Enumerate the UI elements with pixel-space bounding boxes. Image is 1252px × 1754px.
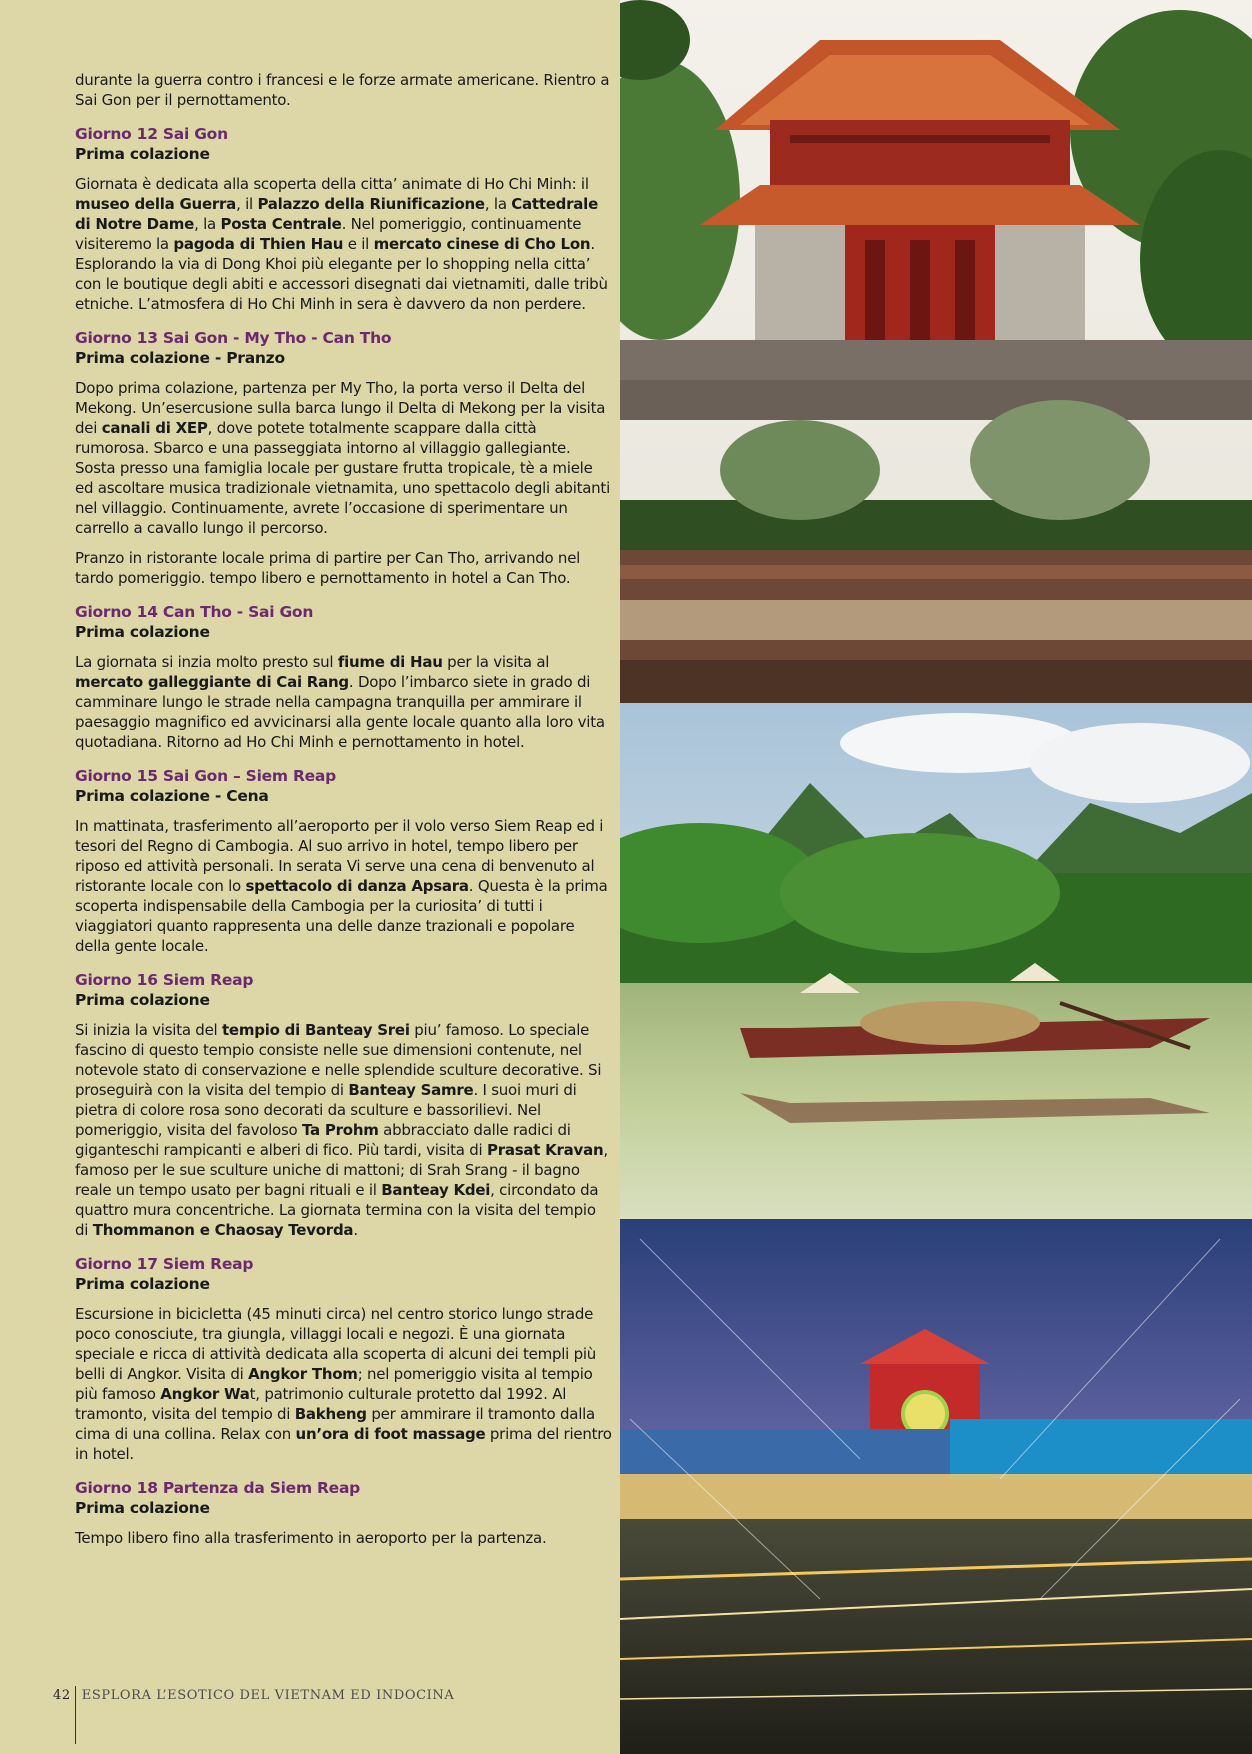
bold-term: spettacolo di danza Apsara bbox=[245, 877, 469, 895]
market-night-photo bbox=[620, 1219, 1252, 1754]
text-run: per ammirare il tramonto dalla cima di una collina. Relax con bbox=[75, 1405, 595, 1443]
day-meals: Prima colazione bbox=[75, 145, 210, 163]
text-run: Pranzo in ristorante locale prima di partire per Can Tho, arrivando nel tardo pomeriggio. tempo libero e pernottamento in hotel a Can Tho. bbox=[75, 549, 581, 587]
text-run: , circondato da quattro mura concentriche. La giornata termina con la visita del tempio di bbox=[75, 1181, 599, 1239]
day-title: Giorno 13 Sai Gon - My Tho - Can Tho bbox=[75, 329, 392, 347]
text-run: Tempo libero fino alla trasferimento in aeroporto per la partenza. bbox=[75, 1529, 547, 1547]
day-paragraph bbox=[75, 1020, 613, 1240]
bold-term: pagoda di Thien Hau bbox=[173, 235, 344, 253]
day-paragraph bbox=[75, 548, 613, 588]
bold-term: Banteay Kdei bbox=[381, 1181, 491, 1199]
day-paragraph bbox=[75, 378, 613, 538]
text-run: . bbox=[353, 1221, 358, 1239]
day-meals: Prima colazione bbox=[75, 991, 210, 1009]
page-number: 42 bbox=[53, 1688, 71, 1703]
text-run: . Esplorando la via di Dong Khoi più elegante per lo shopping nella citta’ con le boutique degli abiti e accessori disegnati dai vietnamiti, dalle tribù etniche. L’atmosfera di Ho Chi Minh in sera è davvero da non perdere. bbox=[75, 235, 608, 313]
bold-term: Ta Prohm bbox=[301, 1121, 379, 1139]
text-run: piu’ famoso. Lo speciale fascino di questo tempio consiste nelle sue dimensioni contenute, nel notevole stato di conservazione e nelle splendide sculture decorative. Si proseguirà con la visita del tempio di bbox=[75, 1021, 602, 1099]
text-run: , la bbox=[484, 195, 512, 213]
intro-text bbox=[75, 70, 613, 110]
itinerary-text-column bbox=[0, 0, 620, 1754]
text-run: , famoso per le sue sculture uniche di mattoni; di Srah Srang - il bagno reale un tempo usato per bagni rituali e il bbox=[75, 1141, 608, 1199]
text-run: , dove potete totalmente scappare dalla città rumorosa. Sbarco e una passeggiata intorno al villaggio gallegiante. Sosta presso una famiglia locale per gustare frutta tropicale, tè a miele ed ascoltare musica tradizionale vietnamita, uno spettacolo degli abitanti nel villaggio. Continuamente, avrete l’occasione di sperimentare un carrello a cavallo lungo il percorso. bbox=[75, 419, 610, 537]
bold-term: fiume di Hau bbox=[337, 653, 443, 671]
text-run: Giornata è dedicata alla scoperta della citta’ animate di Ho Chi Minh: il bbox=[75, 175, 589, 193]
text-run: Dopo prima colazione, partenza per My Tho, la porta verso il Delta del Mekong. Un’esercusione sulla barca lungo il Delta di Mekong per la visita dei bbox=[75, 379, 606, 437]
day-meals: Prima colazione bbox=[75, 623, 210, 641]
bold-term: Prasat Kravan bbox=[486, 1141, 604, 1159]
text-run: . Dopo l’imbarco siete in grado di camminare lungo le strade nella campagna tranquilla per ammirare il paesaggio magnifico ed avvicinarsi alla gente locale quanto alla loro vita quotadiana. Ritorno ad Ho Chi Minh e pernottamento in hotel. bbox=[75, 673, 605, 751]
day-paragraph bbox=[75, 652, 613, 752]
day-paragraph bbox=[75, 174, 613, 314]
day-meals: Prima colazione - Pranzo bbox=[75, 349, 285, 367]
text-run: . I suoi muri di pietra di colore rosa sono decorati da sculture e bassorilievi. Nel pomeriggio, visita del favoloso bbox=[75, 1081, 577, 1139]
day-list bbox=[75, 124, 613, 1548]
day-section bbox=[75, 124, 613, 314]
day-section bbox=[75, 328, 613, 588]
text-run: , il bbox=[236, 195, 258, 213]
text-run: In mattinata, trasferimento all’aeroporto per il volo verso Siem Reap ed i tesori del Regno di Cambogia. Al suo arrivo in hotel, tempo libero per riposo ed attività personali. In serata Vi serve una cena di benvenuto al ristorante locale con lo bbox=[75, 817, 604, 895]
bold-term: tempio di Banteay Srei bbox=[221, 1021, 410, 1039]
text-run: La giornata si inzia molto presto sul bbox=[75, 653, 338, 671]
bold-term: Cattedrale di Notre Dame bbox=[75, 195, 598, 233]
bold-term: un’ora di foot massage bbox=[295, 1425, 486, 1443]
bold-term: mercato cinese di Cho Lon bbox=[373, 235, 591, 253]
text-run: abbracciato dalle radici di giganteschi rampicanti e alberi di fico. Più tardi, visita di bbox=[75, 1121, 571, 1159]
text-run: e il bbox=[343, 235, 374, 253]
text-run: Si inizia la visita del bbox=[75, 1021, 222, 1039]
text-run: t, patrimonio culturale protetto dal 1992. Al tramonto, visita del tempio di bbox=[75, 1385, 567, 1423]
day-paragraph bbox=[75, 816, 613, 956]
day-title: Giorno 12 Sai Gon bbox=[75, 125, 228, 143]
bold-term: Banteay Samre bbox=[348, 1081, 474, 1099]
footer-divider bbox=[75, 1686, 76, 1744]
running-title: ESPLORA L’ESOTICO DEL VIETNAM ED INDOCINA bbox=[81, 1688, 455, 1703]
text-run: durante la guerra contro i francesi e le forze armate americane. Rientro a Sai Gon per il pernottamento. bbox=[75, 71, 610, 109]
day-meals: Prima colazione - Cena bbox=[75, 787, 269, 805]
bold-term: Angkor Wa bbox=[160, 1385, 250, 1403]
day-meals: Prima colazione bbox=[75, 1499, 210, 1517]
day-meals: Prima colazione bbox=[75, 1275, 210, 1293]
day-section bbox=[75, 970, 613, 1240]
day-title: Giorno 16 Siem Reap bbox=[75, 971, 254, 989]
intro-paragraph bbox=[75, 70, 613, 110]
bold-term: Thommanon e Chaosay Tevorda bbox=[92, 1221, 354, 1239]
bold-term: Angkor Thom bbox=[248, 1365, 358, 1383]
text-run: per la visita al bbox=[442, 653, 550, 671]
text-run: Escursione in bicicletta (45 minuti circa) nel centro storico lungo strade poco conosciute, tra giungla, villaggi locali e negozi. È una giornata speciale e ricca di attività dedicata alla scoperta di alcuni dei templi più belli di Angkor. Visita di bbox=[75, 1305, 597, 1383]
day-paragraph bbox=[75, 1304, 613, 1464]
bold-term: Bakheng bbox=[294, 1405, 367, 1423]
day-section bbox=[75, 1478, 613, 1548]
day-paragraph bbox=[75, 1528, 613, 1548]
text-run: . Nel pomeriggio, continuamente visiteremo la bbox=[75, 215, 582, 253]
page-footer bbox=[53, 1688, 454, 1744]
day-title: Giorno 15 Sai Gon – Siem Reap bbox=[75, 767, 336, 785]
day-section bbox=[75, 1254, 613, 1464]
text-run: prima del rientro in hotel. bbox=[75, 1425, 612, 1463]
text-run: , la bbox=[194, 215, 221, 233]
pavilion-photo bbox=[620, 0, 1252, 703]
day-title: Giorno 18 Partenza da Siem Reap bbox=[75, 1479, 360, 1497]
bold-term: mercato galleggiante di Cai Rang bbox=[75, 673, 349, 691]
bold-term: Posta Centrale bbox=[220, 215, 342, 233]
day-title: Giorno 17 Siem Reap bbox=[75, 1255, 254, 1273]
day-title: Giorno 14 Can Tho - Sai Gon bbox=[75, 603, 314, 621]
bold-term: Palazzo della Riunificazione bbox=[257, 195, 485, 213]
text-run: ; nel pomeriggio visita al tempio più famoso bbox=[75, 1365, 593, 1403]
bold-term: museo della Guerra bbox=[75, 195, 237, 213]
bold-term: canali di XEP bbox=[101, 419, 208, 437]
day-section bbox=[75, 766, 613, 956]
text-run: . Questa è la prima scoperta indispensabile della Cambogia per la curiosita’ di tutti i viaggiatori quanto rappresenta una delle danze trazionali e popolare della gente locale. bbox=[75, 877, 608, 955]
itinerary-body bbox=[75, 70, 613, 1558]
day-section bbox=[75, 602, 613, 752]
river-boat-photo bbox=[620, 703, 1252, 1219]
